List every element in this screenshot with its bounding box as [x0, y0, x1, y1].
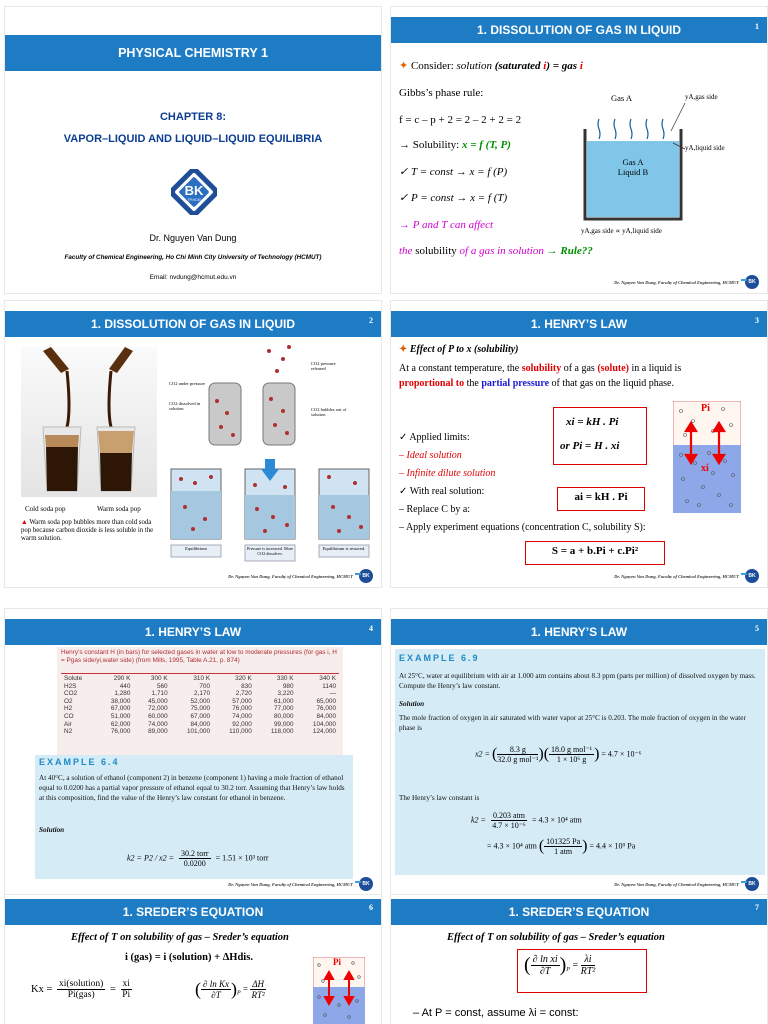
consider-line: ✦ Consider: solution (saturated i) = gas i [399, 60, 583, 72]
applied-limits: ✓ Applied limits: [399, 432, 470, 443]
soda-photo [21, 347, 157, 497]
equilibrium-label: Equilibrium [185, 546, 207, 551]
slide-footer: Dr. Nguyen Van Dung, Faculty of Chemical Engineering, HCMUT [228, 882, 353, 887]
table-row [61, 690, 339, 698]
table-cell: 76,000 [316, 705, 336, 713]
example-title: EXAMPLE 6.4 [39, 757, 120, 767]
bk-logo-small: BK [745, 275, 759, 289]
table-cell: 38,000 [110, 697, 131, 705]
co2-diagram [165, 341, 375, 577]
table-cell: 1,710 [151, 690, 168, 698]
table-row [61, 721, 339, 729]
fig-gas-a: Gas A [611, 93, 633, 103]
pi-label: Pi [333, 957, 341, 967]
p-const-line: ✓ P = const → x = f (T) [399, 192, 508, 204]
co2-pressure-label: CO2 pressure released [311, 361, 336, 371]
table-cell: 2,720 [235, 690, 252, 698]
table-cell: 61,000 [273, 697, 294, 705]
example-6-9-panel [395, 649, 765, 875]
fig-ya-liquid: yA,liquid side [685, 144, 725, 152]
table-cell: 57,000 [232, 697, 252, 705]
example-text: At 25°C, water at equilibrium with air at 1.000 atm contains about 8.3 ppm (parts per million) of dissolved oxygen by mass. Compute the Henry’s law constant. [399, 672, 756, 690]
table-cell: 74,000 [232, 712, 252, 720]
fig-liquid-label: Gas A Liquid B [617, 157, 649, 177]
s-equation: S = a + b.Pi + c.Pi² [551, 545, 639, 557]
table-cell: 67,000 [190, 712, 211, 720]
dlnk-fraction: $\frac{\text{∂ ln Kx}}{\partial T}$ [203, 979, 229, 1000]
table-cell: — [329, 690, 336, 698]
table-header-cell: 300 K [150, 675, 168, 682]
table-cell: 118,000 [270, 728, 294, 736]
kx-formula: Kx = xi(solution) Pi(gas) = $\frac{xi}{Pi}$ [31, 979, 131, 1000]
table-caption: Henry’s constant H (in bars) for selected gases in water at low to moderate pressures (for gas i, H = Pgas side/yi,water side) (from Mills, 1995, Table A.21, p. 874) [61, 649, 337, 664]
phase-rule-equation: f = c – p + 2 = 2 – 2 + 2 = 2 [399, 114, 522, 126]
slide-number: 5 [755, 624, 759, 633]
slide-header: 1. DISSOLUTION OF GAS IN LIQUID [391, 17, 767, 43]
table-row [61, 713, 339, 721]
table-cell: 1,280 [114, 690, 131, 698]
course-title: PHYSICAL CHEMISTRY 1 [118, 46, 268, 60]
henry-equation-box [553, 407, 647, 465]
table-cell: 560 [156, 682, 168, 690]
effect-heading: Effect of T on solubility of gas – Sreder’s equation [71, 932, 289, 943]
co2-bubbles-label: CO2 bubbles out of solution [311, 407, 347, 417]
table-cell: 980 [282, 682, 294, 690]
solubility-line: → Solubility: x = f (T, P) [399, 139, 511, 151]
apply-experiment: – Apply experiment equations (concentration C, solubility S): [399, 522, 646, 533]
logo-subtext: TP.HCM [187, 198, 201, 202]
bk-logo-small: BK [359, 877, 373, 891]
sreder-fraction: $\frac{\text{∂ ln xi}}{\partial T}$ [532, 954, 558, 977]
table-cell: 52,000 [190, 697, 211, 705]
slide-5 [390, 608, 768, 896]
henry-table-panel [57, 647, 343, 759]
infinite-dilute: – Infinite dilute solution [399, 468, 496, 479]
example-6-4-panel [35, 755, 353, 879]
table-cell: 2,170 [194, 690, 211, 698]
triangle-icon: ▲ [21, 519, 30, 526]
henry-statement-2: proportional to the partial pressure of that gas on the liquid phase. [399, 378, 674, 389]
table-cell: 830 [241, 682, 252, 690]
table-cell: 62,000 [110, 720, 131, 728]
bk-logo [171, 169, 217, 215]
table-cell: 80,000 [273, 712, 294, 720]
table-header-cell: 330 K [276, 675, 294, 682]
table-cell: 67,000 [110, 705, 131, 713]
table-cell: 99,000 [273, 720, 294, 728]
table-cell: CO [64, 712, 74, 720]
i-gas-equation: i (gas) = i (solution) + ΔHdis. [125, 952, 253, 963]
effect-heading: Effect of T on solubility of gas – Sreder’s equation [447, 932, 665, 943]
slide-number: 6 [369, 903, 373, 912]
henry-statement-1: At a constant temperature, the solubility of a gas (solute) in a liquid is [399, 363, 682, 374]
slide-header: 1. HENRY’S LAW [5, 619, 381, 645]
bullet-icon: ✦ [399, 344, 410, 355]
table-cell: 45,000 [148, 697, 168, 705]
henry-constant-text: The Henry’s law constant is [399, 794, 480, 802]
table-cell: 60,000 [148, 712, 168, 720]
slide-footer: Dr. Nguyen Van Dung, Faculty of Chemical Engineering, HCMUT [614, 574, 739, 579]
slide-footer: Dr. Nguyen Van Dung, Faculty of Chemical Engineering, HCMUT [614, 882, 739, 887]
table-cell: H2S [64, 682, 77, 690]
table-cell: 110,000 [229, 728, 252, 736]
table-cell: 76,000 [110, 728, 131, 736]
henry-eq-1: xi = kH . Pi [566, 416, 619, 428]
sreder-rhs-fraction: $\frac{\lambda i}{\text{RT²}}$ [580, 954, 596, 977]
faculty-line: Faculty of Chemical Engineering, Ho Chi Minh City University of Technology (HCMUT) [64, 254, 322, 261]
author-name: Dr. Nguyen Van Dung [149, 233, 237, 243]
table-header-cell: 340 K [319, 675, 336, 682]
real-solution: ✓ With real solution: [399, 486, 485, 497]
table-row [61, 698, 339, 706]
table-cell: 3,220 [277, 690, 294, 698]
email-line: Email: nvdung@hcmut.edu.vn [149, 274, 237, 281]
table-cell: 89,000 [148, 728, 168, 736]
table-cell: 700 [199, 682, 211, 690]
slide-6 [4, 894, 382, 1024]
table-cell: 104,000 [312, 720, 336, 728]
table-cell: 51,000 [110, 712, 131, 720]
chapter-label: CHAPTER 8: [159, 111, 226, 123]
table-header-cell: 290 K [113, 675, 131, 682]
cold-label: Cold soda pop [25, 505, 66, 513]
warm-label: Warm soda pop [97, 505, 141, 513]
x2-fraction-1: 8.3 g 32.0 g mol⁻¹ [497, 745, 539, 764]
slide-2 [4, 300, 382, 588]
table-cell: 440 [119, 682, 131, 690]
table-row [61, 728, 339, 736]
table-cell: 76,000 [232, 705, 252, 713]
slide-number: 4 [369, 624, 373, 633]
slide-7 [390, 894, 768, 1024]
k2-formula-1: k2 = 0.203 atm 4.7 × 10⁻⁶ = 4.3 × 10⁴ atm [471, 811, 582, 830]
gibbs-rule: Gibbs’s phase rule: [399, 87, 484, 99]
gas-liquid-figure [581, 89, 763, 239]
fig-caption: yA,gas side ∝ yA,liquid side [581, 227, 662, 235]
table-cell: 124,000 [312, 728, 336, 736]
bk-logo-small: BK [745, 877, 759, 891]
slide-number: 2 [369, 316, 373, 325]
kx-fraction-1: xi(solution) Pi(gas) [59, 979, 104, 1000]
table-row [61, 705, 339, 713]
x2-formula: x2 = ( 8.3 g 32.0 g mol⁻¹ )( 18.0 g mol⁻¹ 1 × 10⁶ g ) = 4.7 × 10⁻⁶ [475, 745, 642, 764]
co2-dissolved-label: CO2 dissolved in solution [169, 401, 201, 411]
slide-number: 1 [755, 22, 759, 31]
table-header-row [61, 675, 339, 683]
table-cell: 65,000 [316, 697, 336, 705]
k2-formula-2: = 4.3 × 10⁴ atm ( 101325 Pa 1 atm ) = 4.4 × 10⁹ Pa [487, 837, 636, 856]
table-cell: O2 [64, 697, 73, 705]
table-cell: H2 [64, 705, 73, 713]
ai-equation-box [557, 487, 645, 511]
sreder-formula: ( $\frac{\text{∂ ln xi}}{\partial T}$ )$_P$ = $\frac{\lambda i}{\text{RT²}}$ [524, 954, 596, 977]
table-cell: 77,000 [273, 705, 294, 713]
xi-label: xi [701, 463, 709, 474]
fig-ya-gas: yA,gas side [685, 93, 718, 101]
table-cell: CO2 [64, 690, 78, 698]
slide-header: 1. HENRY’S LAW [391, 619, 767, 645]
slide-4 [4, 608, 382, 896]
soda-caption: ▲ Warm soda pop bubbles more than cold soda pop because carbon dioxide is less soluble in the warm solution. [21, 519, 154, 542]
slide-3 [390, 300, 768, 588]
henry-diagram [673, 401, 741, 513]
pressure-increased-label: Pressure is increased. More CO2 dissolves. [246, 546, 294, 556]
bk-logo-small: BK [359, 569, 373, 583]
replace-c: – Replace C by a: [399, 504, 471, 515]
slide-footer: Dr. Nguyen Van Dung, Faculty of Chemical Engineering, HCMUT [614, 280, 739, 285]
slide-header: 1. DISSOLUTION OF GAS IN LIQUID [5, 311, 381, 337]
slide-title [4, 6, 382, 294]
table-cell: Air [64, 720, 72, 728]
logo-text: BK [184, 183, 204, 198]
table-cell: 75,000 [190, 705, 211, 713]
bullet-icon: ✦ [399, 60, 409, 72]
kx-fraction-2: $\frac{xi}{Pi}$ [122, 979, 131, 1000]
k2-fraction: 0.203 atm 4.7 × 10⁻⁶ [492, 811, 526, 830]
table-row [61, 683, 339, 691]
table-cell: N2 [64, 728, 73, 736]
k2-formula: k2 = P2 / x2 = 30.2 torr 0.0200 = 1.51 × 10³ torr [127, 849, 269, 868]
dlnk-rhs-fraction: $\frac{\Delta H}{\text{RT²}}$ [251, 979, 265, 1000]
x2-fraction-2: 18.0 g mol⁻¹ 1 × 10⁶ g [551, 745, 593, 764]
table-cell: 74,000 [148, 720, 168, 728]
example-text: At 40°C, a solution of ethanol (component 2) in benzene (component 1) having a mole fraction of ethanol equal to 0.0200 has a partial vapor pressure of ethanol equal to 30.2 torr. Assuming that Henry’s law holds at this composition, find the value of the Henry’s law constant for ethanol in benzene. [39, 774, 345, 802]
table-cell: 72,000 [148, 705, 168, 713]
table-cell: 84,000 [190, 720, 211, 728]
rule-line: the solubility of a gas in solution → Rule?? [399, 245, 593, 257]
table-rule-top [61, 673, 339, 674]
slide-header: 1. HENRY’S LAW [391, 311, 767, 337]
effect-heading: ✦ Effect of P to x (solubility) [399, 344, 519, 355]
pi-label: Pi [701, 403, 710, 414]
table-cell: 84,000 [316, 712, 336, 720]
table-cell: 101,000 [186, 728, 211, 736]
slide-1 [390, 6, 768, 294]
table-header-cell: 320 K [235, 675, 252, 682]
ideal-solution: – Ideal solution [399, 450, 462, 461]
dlnk-formula: ( $\frac{\text{∂ ln Kx}}{\partial T}$ )$_P$ = $\frac{\Delta H}{\text{RT²}}$ [195, 979, 265, 1000]
solution-label: Solution [39, 826, 65, 834]
bk-logo-small: BK [745, 569, 759, 583]
co2-under-label: CO2 under pressure [169, 381, 205, 386]
k2-fraction-2: 101325 Pa 1 atm [546, 837, 581, 856]
table-cell: 1140 [322, 682, 336, 690]
solution-text: The mole fraction of oxygen in air saturated with water vapor at 25°C is 0.203. The mole fraction of oxygen in the water phase is [399, 714, 746, 732]
henry-table [61, 675, 339, 736]
equilibrium-restored-label: Equilibrium is restored. [322, 546, 366, 551]
k2-fraction: 30.2 torr 0.0200 [181, 849, 209, 868]
solution-label: Solution [399, 700, 425, 708]
table-header-cell: 310 K [193, 675, 211, 682]
slide-number: 7 [755, 903, 759, 912]
slide-header: 1. SREDER’S EQUATION [5, 899, 381, 925]
example-title: EXAMPLE 6.9 [399, 653, 480, 663]
slide-number: 3 [755, 316, 759, 325]
henry-eq-2: or Pi = H . xi [560, 440, 620, 452]
sreder-equation-box [517, 949, 647, 993]
assumption-note: – At P = const, assume λi = const: [413, 1007, 579, 1019]
pt-affect-line: → P and T can affect [399, 219, 494, 231]
t-const-line: ✓ T = const → x = f (P) [399, 166, 508, 178]
slide-header: 1. SREDER’S EQUATION [391, 899, 767, 925]
ai-equation: ai = kH . Pi [574, 491, 628, 503]
chapter-subtitle: VAPOR–LIQUID AND LIQUID–LIQUID EQUILIBRIA [63, 133, 323, 145]
slide-footer: Dr. Nguyen Van Dung, Faculty of Chemical Engineering, HCMUT [228, 574, 353, 579]
s-equation-box [525, 541, 665, 565]
henry-diagram-small [313, 957, 365, 1024]
table-cell: 92,000 [232, 720, 252, 728]
table-header-cell: Solute [64, 675, 83, 682]
